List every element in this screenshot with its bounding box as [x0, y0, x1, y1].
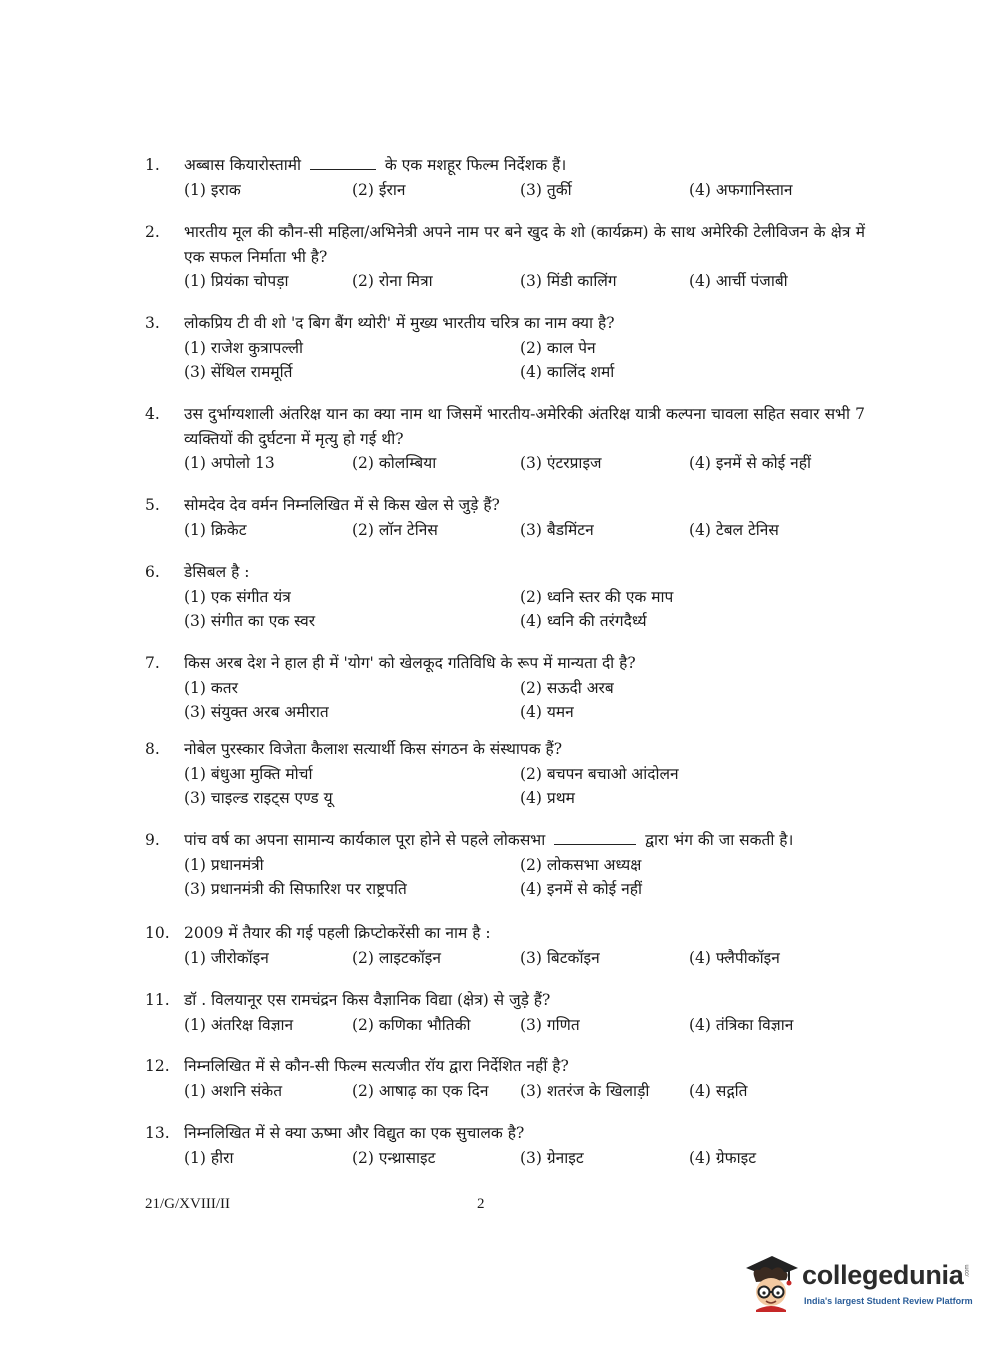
option-4: (4) यमन [520, 703, 574, 721]
option-4: (4) इनमें से कोई नहीं [520, 880, 643, 898]
option-4: (4) कालिंद शर्मा [520, 363, 615, 381]
options-row [184, 360, 865, 385]
option-1: (1) राजेश कुत्रापल्ली [184, 338, 303, 357]
question-9 [145, 828, 865, 902]
question-1 [145, 153, 865, 202]
question-number: 6. [145, 563, 160, 581]
option-1: (1) हीरा [184, 1148, 234, 1167]
options-row [184, 518, 865, 543]
option-2: (2) बचपन बचाओ आंदोलन [520, 764, 679, 783]
question-text: नोबेल पुरस्कार विजेता कैलाश सत्यार्थी किस संगठन के संस्थापक हैं? [184, 740, 563, 758]
question-text-part: द्वारा भंग की जा सकती है। [645, 831, 794, 849]
page-number: 2 [477, 1196, 485, 1212]
option-3: (3) संयुक्त अरब अमीरात [184, 703, 329, 721]
options-row [184, 676, 865, 701]
question-text: भारतीय मूल की कौन-सी महिला/अभिनेत्री अपने नाम पर बने खुद के शो (कार्यक्रम) के साथ अमेरिकी टेलीविजन के क्षेत्र में एक सफल निर्माता भी है? [184, 223, 865, 266]
answer-blank [310, 155, 376, 170]
option-2: (2) लाइटकॉइन [352, 948, 441, 967]
option-1: (1) क्रिकेट [184, 520, 247, 539]
question-text: किस अरब देश ने हाल ही में 'योग' को खेलकूद गतिविधि के रूप में मान्यता दी है? [184, 654, 636, 672]
option-2: (2) लोकसभा अध्यक्ष [520, 855, 642, 874]
question-6 [145, 560, 865, 634]
question-11 [145, 988, 865, 1037]
question-12 [145, 1054, 865, 1103]
question-number: 8. [145, 740, 160, 758]
option-1: (1) प्रियंका चोपड़ा [184, 272, 289, 290]
option-1: (1) अंतरिक्ष विज्ञान [184, 1015, 294, 1034]
option-2: (2) रोना मित्रा [352, 272, 433, 290]
question-text [184, 828, 865, 853]
question-number: 2. [145, 223, 160, 241]
question-text-part: के एक मशहूर फिल्म निर्देशक हैं। [384, 156, 567, 174]
paper-code: 21/G/XVIII/II [145, 1196, 230, 1212]
question-number: 11. [145, 991, 170, 1009]
question-number: 7. [145, 654, 160, 672]
option-4: (4) ग्रेफाइट [689, 1148, 757, 1167]
question-text [184, 153, 865, 178]
question-2 [145, 220, 865, 294]
options-row [184, 336, 865, 361]
question-number: 13. [145, 1124, 170, 1142]
option-1: (1) अशनि संकेत [184, 1081, 283, 1100]
question-number: 4. [145, 405, 160, 423]
question-text: सोमदेव देव वर्मन निम्नलिखित में से किस खेल से जुड़े हैं? [184, 496, 500, 514]
option-3: (3) शतरंज के खिलाड़ी [520, 1081, 650, 1100]
option-3: (3) गणित [520, 1015, 580, 1034]
option-4: (4) फ्लैपीकॉइन [689, 948, 780, 967]
question-4 [145, 402, 865, 476]
question-number: 1. [145, 156, 160, 174]
option-3: (3) बैडमिंटन [520, 520, 594, 539]
question-text: डेसिबल है : [184, 563, 250, 581]
option-2: (2) कोलम्बिया [352, 454, 437, 472]
option-3: (3) तुर्की [520, 180, 572, 199]
answer-blank [554, 830, 636, 845]
option-3: (3) ग्रेनाइट [520, 1148, 584, 1167]
options-row [184, 786, 865, 811]
option-3: (3) प्रधानमंत्री की सिफारिश पर राष्ट्रपति [184, 880, 407, 898]
logo-tagline: India's largest Student Review Platform [804, 1296, 973, 1306]
question-text: उस दुर्भाग्यशाली अंतरिक्ष यान का क्या नाम था जिसमें भारतीय-अमेरिकी अंतरिक्ष यात्री कल्पना चावला सहित सवार सभी 7 व्यक्तियों की दुर्घटना में मृत्यु हो गई थी? [184, 405, 865, 448]
option-2: (2) ईरान [352, 180, 406, 199]
question-text: निम्नलिखित में से क्या ऊष्मा और विद्युत का एक सुचालक है? [184, 1124, 525, 1142]
option-1: (1) अपोलो 13 [184, 454, 275, 472]
options-row [184, 853, 865, 878]
option-1: (1) इराक [184, 180, 241, 199]
options-row [184, 269, 865, 294]
question-5 [145, 493, 865, 542]
option-4: (4) तंत्रिका विज्ञान [689, 1015, 794, 1034]
question-number: 5. [145, 496, 160, 514]
option-3: (3) संगीत का एक स्वर [184, 612, 316, 630]
options-row [184, 877, 865, 902]
option-4: (4) इनमें से कोई नहीं [689, 454, 812, 472]
option-3: (3) मिंडी कालिंग [520, 272, 617, 290]
options-row [184, 585, 865, 610]
question-text-part: पांच वर्ष का अपना सामान्य कार्यकाल पूरा होने से पहले लोकसभा [184, 831, 546, 849]
option-2: (2) एन्थ्रासाइट [352, 1148, 436, 1167]
option-3: (3) एंटरप्राइज [520, 454, 602, 472]
option-2: (2) लॉन टेनिस [352, 520, 438, 539]
option-4: (4) ध्वनि की तरंगदैर्ध्य [520, 612, 647, 630]
option-4: (4) आर्ची पंजाबी [689, 272, 788, 290]
question-text: लोकप्रिय टी वी शो 'द बिग बैंग थ्योरी' में मुख्य भारतीय चरित्र का नाम क्या है? [184, 314, 615, 332]
option-4: (4) सद्गति [689, 1081, 748, 1100]
question-3 [145, 311, 865, 385]
logo-suffix: .com [964, 1264, 971, 1278]
option-2: (2) सऊदी अरब [520, 678, 614, 697]
question-text: डॉ . विलयानूर एस रामचंद्रन किस वैज्ञानिक विद्या (क्षेत्र) से जुड़े हैं? [184, 991, 551, 1009]
options-row [184, 1146, 865, 1171]
option-4: (4) प्रथम [520, 789, 575, 807]
question-number: 12. [145, 1057, 170, 1075]
options-row [184, 1013, 865, 1038]
option-4: (4) अफगानिस्तान [689, 180, 793, 199]
mascot-icon [742, 1252, 800, 1312]
question-10 [145, 921, 865, 970]
question-number: 9. [145, 831, 160, 849]
options-row [184, 178, 865, 203]
question-text: 2009 में तैयार की गई पहली क्रिप्टोकरेंसी का नाम है : [184, 924, 491, 942]
option-2: (2) काल पेन [520, 338, 596, 357]
option-3: (3) बिटकॉइन [520, 948, 600, 967]
options-row [184, 451, 865, 476]
question-number: 10. [145, 924, 170, 942]
option-1: (1) एक संगीत यंत्र [184, 587, 291, 606]
option-1: (1) बंधुआ मुक्ति मोर्चा [184, 764, 313, 783]
option-3: (3) सेंथिल राममूर्ति [184, 363, 293, 381]
question-number: 3. [145, 314, 160, 332]
collegedunia-logo [742, 1252, 972, 1312]
option-1: (1) कतर [184, 678, 238, 697]
option-2: (2) ध्वनि स्तर की एक माप [520, 587, 674, 606]
options-row [184, 946, 865, 971]
option-1: (1) जीरोकॉइन [184, 948, 269, 967]
question-text: निम्नलिखित में से कौन-सी फिल्म सत्यजीत रॉय द्वारा निर्देशित नहीं है? [184, 1057, 569, 1075]
options-row [184, 700, 865, 725]
question-13 [145, 1121, 865, 1170]
question-7 [145, 651, 865, 725]
option-1: (1) प्रधानमंत्री [184, 855, 264, 874]
option-4: (4) टेबल टेनिस [689, 520, 779, 539]
question-8 [145, 737, 865, 811]
option-2: (2) आषाढ़ का एक दिन [352, 1081, 489, 1100]
option-3: (3) चाइल्ड राइट्स एण्ड यू [184, 789, 333, 807]
option-2: (2) कणिका भौतिकी [352, 1015, 471, 1034]
options-row [184, 609, 865, 634]
options-row [184, 1079, 865, 1104]
question-text-part: अब्बास कियारोस्तामी [184, 156, 302, 174]
options-row [184, 762, 865, 787]
logo-wordmark: collegedunia [802, 1260, 964, 1290]
